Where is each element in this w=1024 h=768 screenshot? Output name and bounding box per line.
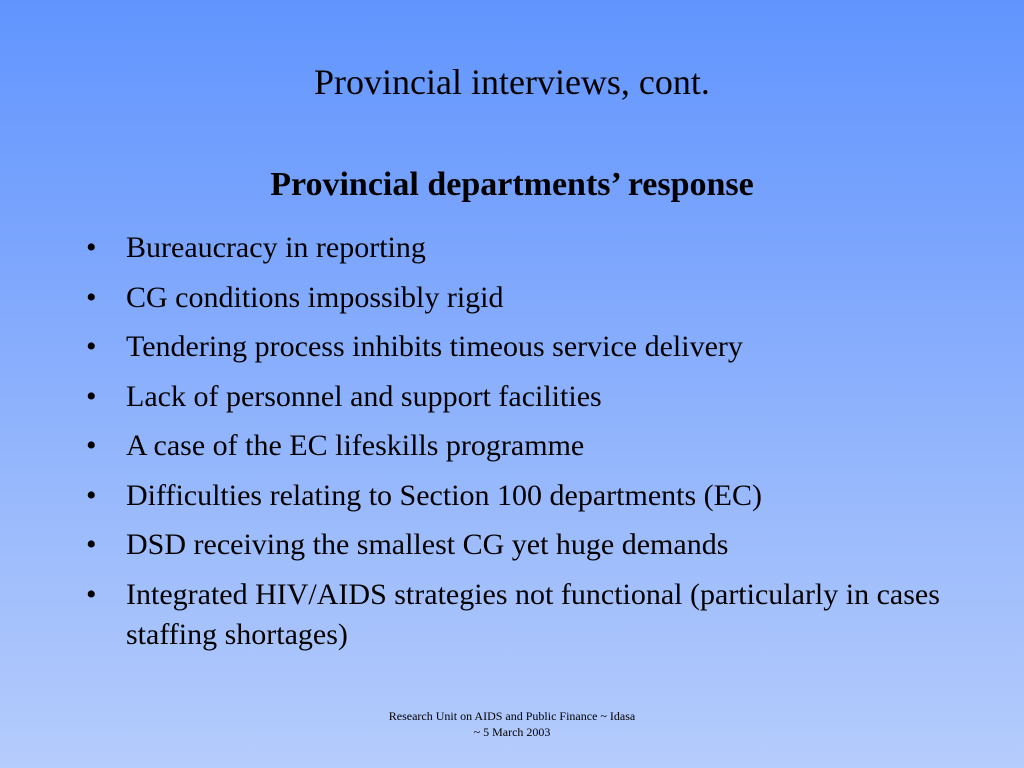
bullet-text: Tendering process inhibits timeous service delivery	[126, 330, 743, 363]
bullet-icon: •	[86, 478, 97, 512]
bullet-item	[82, 377, 982, 417]
bullet-icon: •	[86, 280, 97, 314]
footer-date: ~ 5 March 2003	[473, 725, 551, 739]
slide-footer	[0, 708, 1024, 740]
bullet-item	[82, 278, 982, 318]
bullet-text: Integrated HIV/AIDS strategies not functional (particularly in cases staffing shortages)	[126, 577, 940, 651]
bullet-icon: •	[86, 429, 97, 462]
bullet-icon: •	[86, 577, 97, 611]
bullet-text: Difficulties relating to Section 100 departments (EC)	[126, 478, 762, 512]
bullet-icon: •	[86, 231, 97, 264]
bullet-text: Bureaucracy in reporting	[126, 231, 426, 264]
slide-subtitle: Provincial departments’ response	[270, 166, 754, 203]
bullet-icon: •	[86, 379, 97, 413]
footer-organization: Research Unit on AIDS and Public Finance ~ Idasa	[388, 709, 636, 723]
bullet-text: DSD receiving the smallest CG yet huge demands	[126, 528, 729, 561]
bullet-list	[82, 228, 982, 664]
bullet-text: CG conditions impossibly rigid	[126, 280, 504, 314]
bullet-item	[82, 426, 982, 466]
bullet-text: A case of the EC lifeskills programme	[126, 429, 585, 462]
bullet-item	[82, 327, 982, 367]
bullet-item	[82, 476, 982, 516]
bullet-item	[82, 575, 982, 655]
bullet-item	[82, 525, 982, 565]
bullet-icon: •	[86, 330, 97, 363]
slide-title: Provincial interviews, cont.	[314, 62, 710, 102]
bullet-icon: •	[86, 528, 97, 561]
bullet-text: Lack of personnel and support facilities	[126, 379, 602, 413]
bullet-item	[82, 228, 982, 268]
